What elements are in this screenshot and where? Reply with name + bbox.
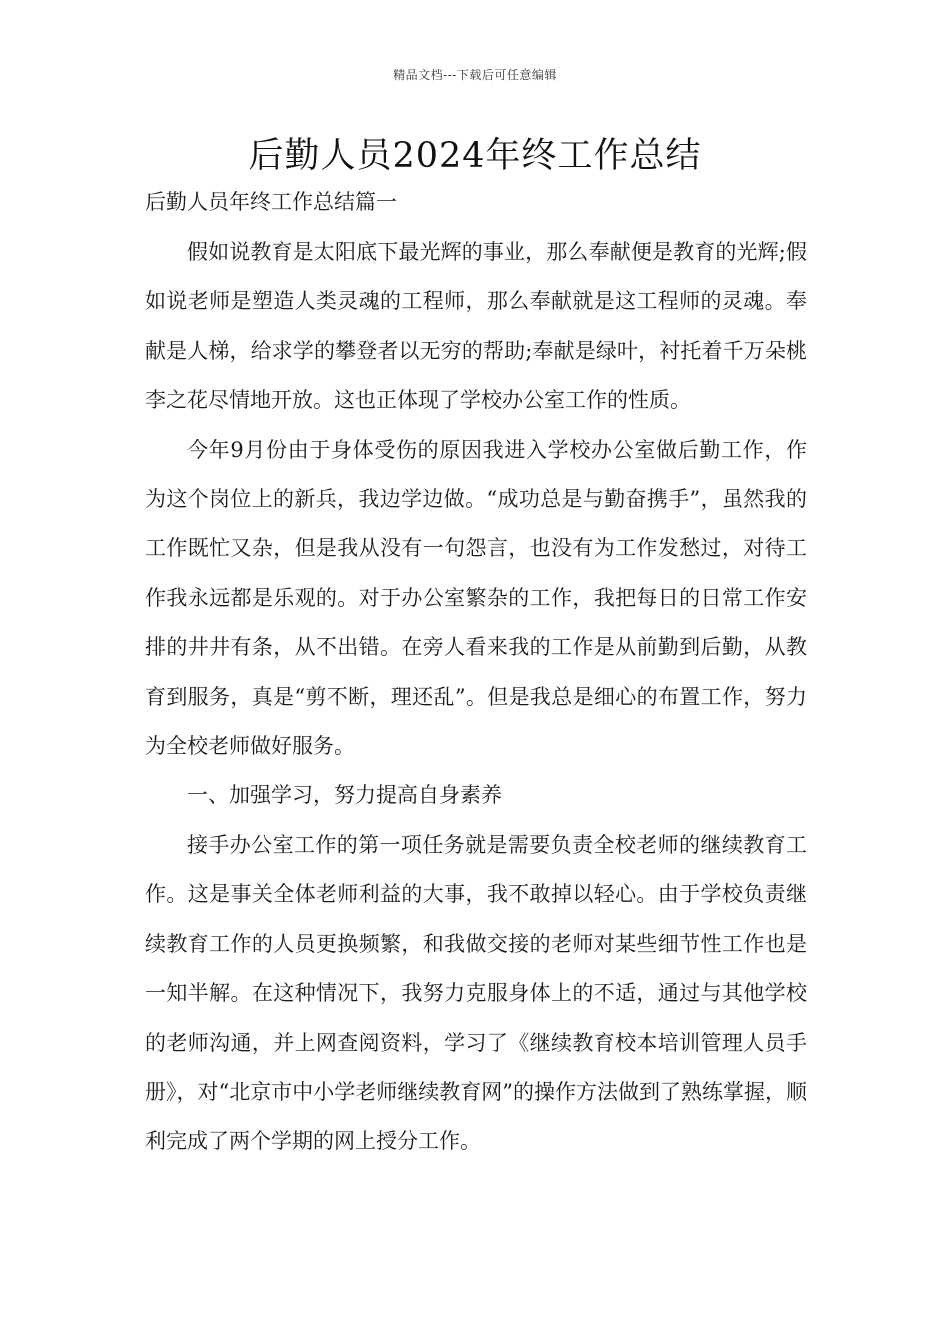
header-note: 精品文档---下载后可任意编辑 bbox=[393, 68, 557, 82]
document-title: 后勤人员2024年终工作总结 bbox=[248, 136, 702, 176]
document-subtitle: 后勤人员年终工作总结篇一 bbox=[145, 190, 397, 214]
paragraph-background: 今年9月份由于身体受伤的原因我进入学校办公室做后勤工作，作为这个岗位上的新兵，我边学边做。“成功总是与勤奋携手”，虽然我的工作既忙又杂，但是我从没有一句怨言，也没有为工作发愁过，对待工作我永远都是乐观的。对于办公室繁杂的工作，我把每日的日常工作安排的井井有条，从不出错。在旁人看来我的工作是从前勤到后勤，从教育到服务，真是“剪不断，理还乱”。但是我总是细心的布置工作，努力为全校老师做好服务。 bbox=[145, 437, 807, 759]
paragraph-continuing-education: 接手办公室工作的第一项任务就是需要负责全校老师的继续教育工作。这是事关全体老师利益的大事，我不敢掉以轻心。由于学校负责继续教育工作的人员更换频繁，和我做交接的老师对某些细节性工作也是一知半解。在这种情况下，我努力克服身体上的不适，通过与其他学校的老师沟通，并上网查阅资料，学习了《继续教育校本培训管理人员手册》，对“北京市中小学老师继续教育网”的操作方法做到了熟练掌握，顺利完成了两个学期的网上授分工作。 bbox=[145, 832, 807, 1154]
document-body bbox=[145, 228, 807, 1167]
paragraph-intro: 假如说教育是太阳底下最光辉的事业，那么奉献便是教育的光辉;假如说老师是塑造人类灵魂的工程师，那么奉献就是这工程师的灵魂。奉献是人梯，给求学的攀登者以无穷的帮助;奉献是绿叶，衬托着千万朵桃李之花尽情地开放。这也正体现了学校办公室工作的性质。 bbox=[145, 240, 807, 413]
section-heading: 一、加强学习，努力提高自身素养 bbox=[187, 783, 502, 808]
